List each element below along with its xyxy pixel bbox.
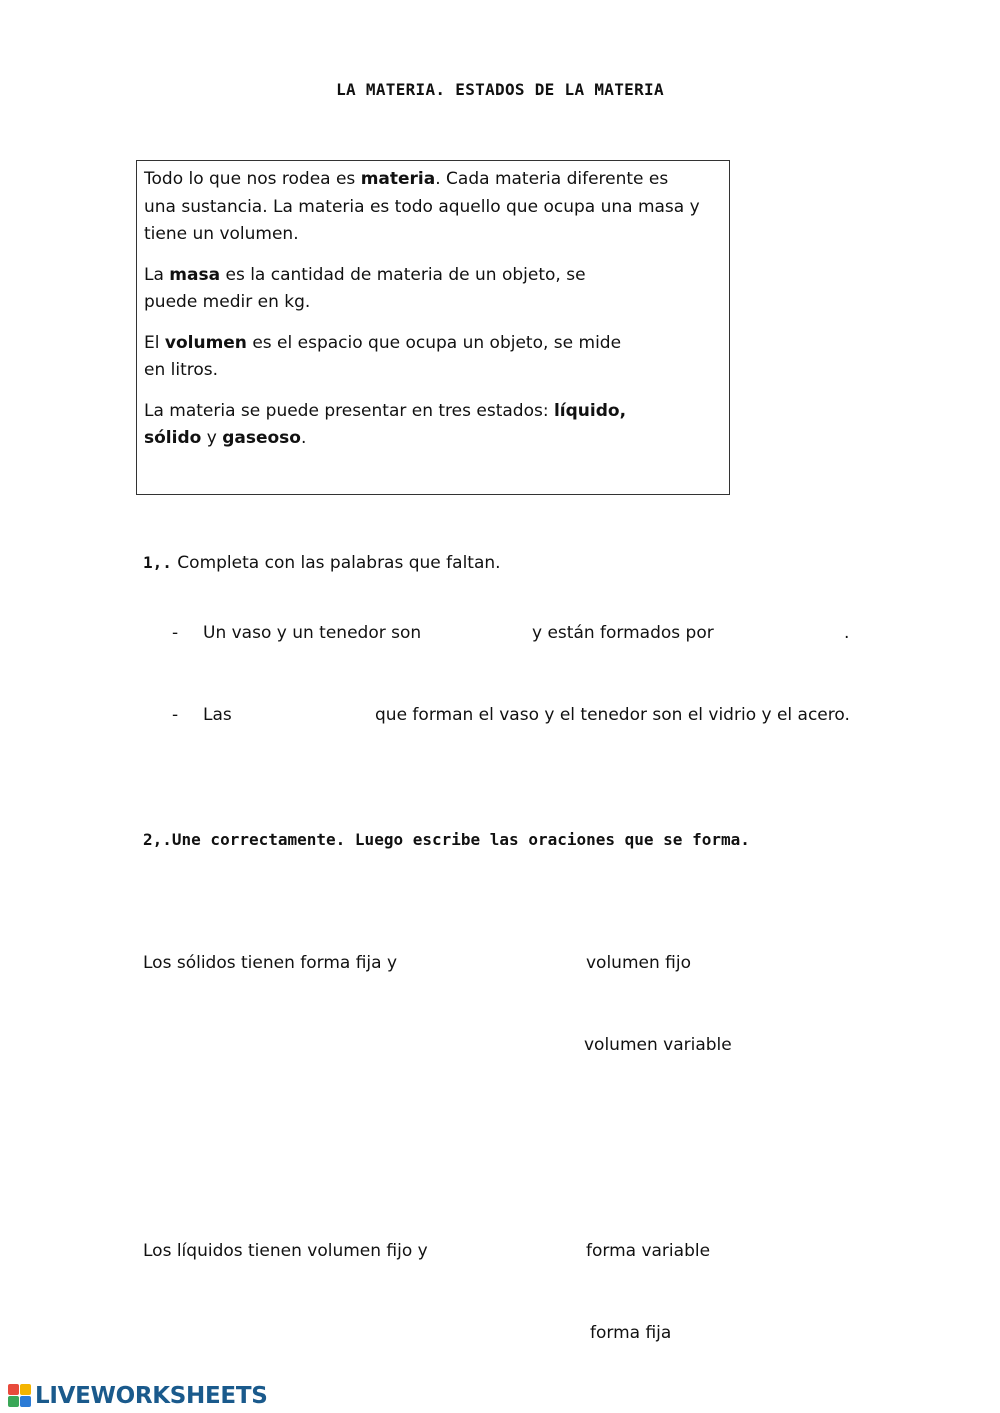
info-paragraph-estados: La materia se puede presentar en tres estados: líquido, sólido y gaseoso.	[144, 400, 627, 448]
term-masa: masa	[169, 264, 221, 285]
info-paragraph-masa: La masa es la cantidad de materia de un objeto, se puede medir en kg.	[144, 264, 586, 312]
question-2-heading: 2,.Une correctamente. Luego escribe las oraciones que se forma.	[143, 830, 750, 849]
term-gaseoso: gaseoso	[222, 428, 301, 448]
info-paragraph-volumen: El volumen es el espacio que ocupa un objeto, se mide en litros.	[144, 332, 622, 380]
page-title: LA MATERIA. ESTADOS DE LA MATERIA	[336, 80, 664, 99]
info-box	[136, 160, 730, 495]
item-dash: -	[172, 705, 179, 725]
question-1-item-2	[172, 705, 178, 725]
question-1-number: 1,.	[143, 553, 172, 572]
blank-field-1[interactable]	[420, 620, 530, 646]
question-1-heading: 1,. Completa con las palabras que faltan.	[143, 553, 501, 573]
term-liquido-solido: líquido, sólido	[144, 400, 627, 448]
blank-field-3[interactable]	[236, 702, 372, 728]
match-option-forma-variable[interactable]: forma variable	[586, 1241, 711, 1261]
q1-item1-text-a: Un vaso y un tenedor son	[203, 623, 422, 643]
liveworksheets-logo	[8, 1383, 267, 1409]
term-volumen: volumen	[164, 332, 247, 353]
match-left-liquidos[interactable]: Los líquidos tienen volumen fijo y	[143, 1241, 428, 1261]
q1-item2-text-a: Las	[203, 705, 232, 725]
item-dash: -	[172, 623, 179, 643]
match-option-volumen-fijo[interactable]: volumen fijo	[586, 953, 691, 973]
liveworksheets-cubes-icon	[8, 1384, 34, 1408]
q1-item2-text-b: que forman el vaso y el tenedor son el vidrio y el acero.	[375, 705, 850, 725]
match-option-forma-fija[interactable]: forma fija	[590, 1323, 672, 1343]
q1-item1-text-c: .	[844, 623, 850, 643]
q1-item1-text-b: y están formados por	[532, 623, 714, 643]
brand-name: LIVEWORKSHEETS	[35, 1383, 268, 1409]
term-materia: materia	[360, 169, 436, 189]
question-1-item-1	[172, 623, 178, 643]
blank-field-2[interactable]	[718, 620, 842, 646]
match-option-volumen-variable[interactable]: volumen variable	[584, 1035, 732, 1055]
match-left-solidos[interactable]: Los sólidos tienen forma fija y	[143, 953, 398, 973]
info-paragraph-materia: Todo lo que nos rodea es materia. Cada materia diferente es una sustancia. La materia es todo aquello que ocupa una masa y tiene un volumen.	[144, 169, 700, 244]
